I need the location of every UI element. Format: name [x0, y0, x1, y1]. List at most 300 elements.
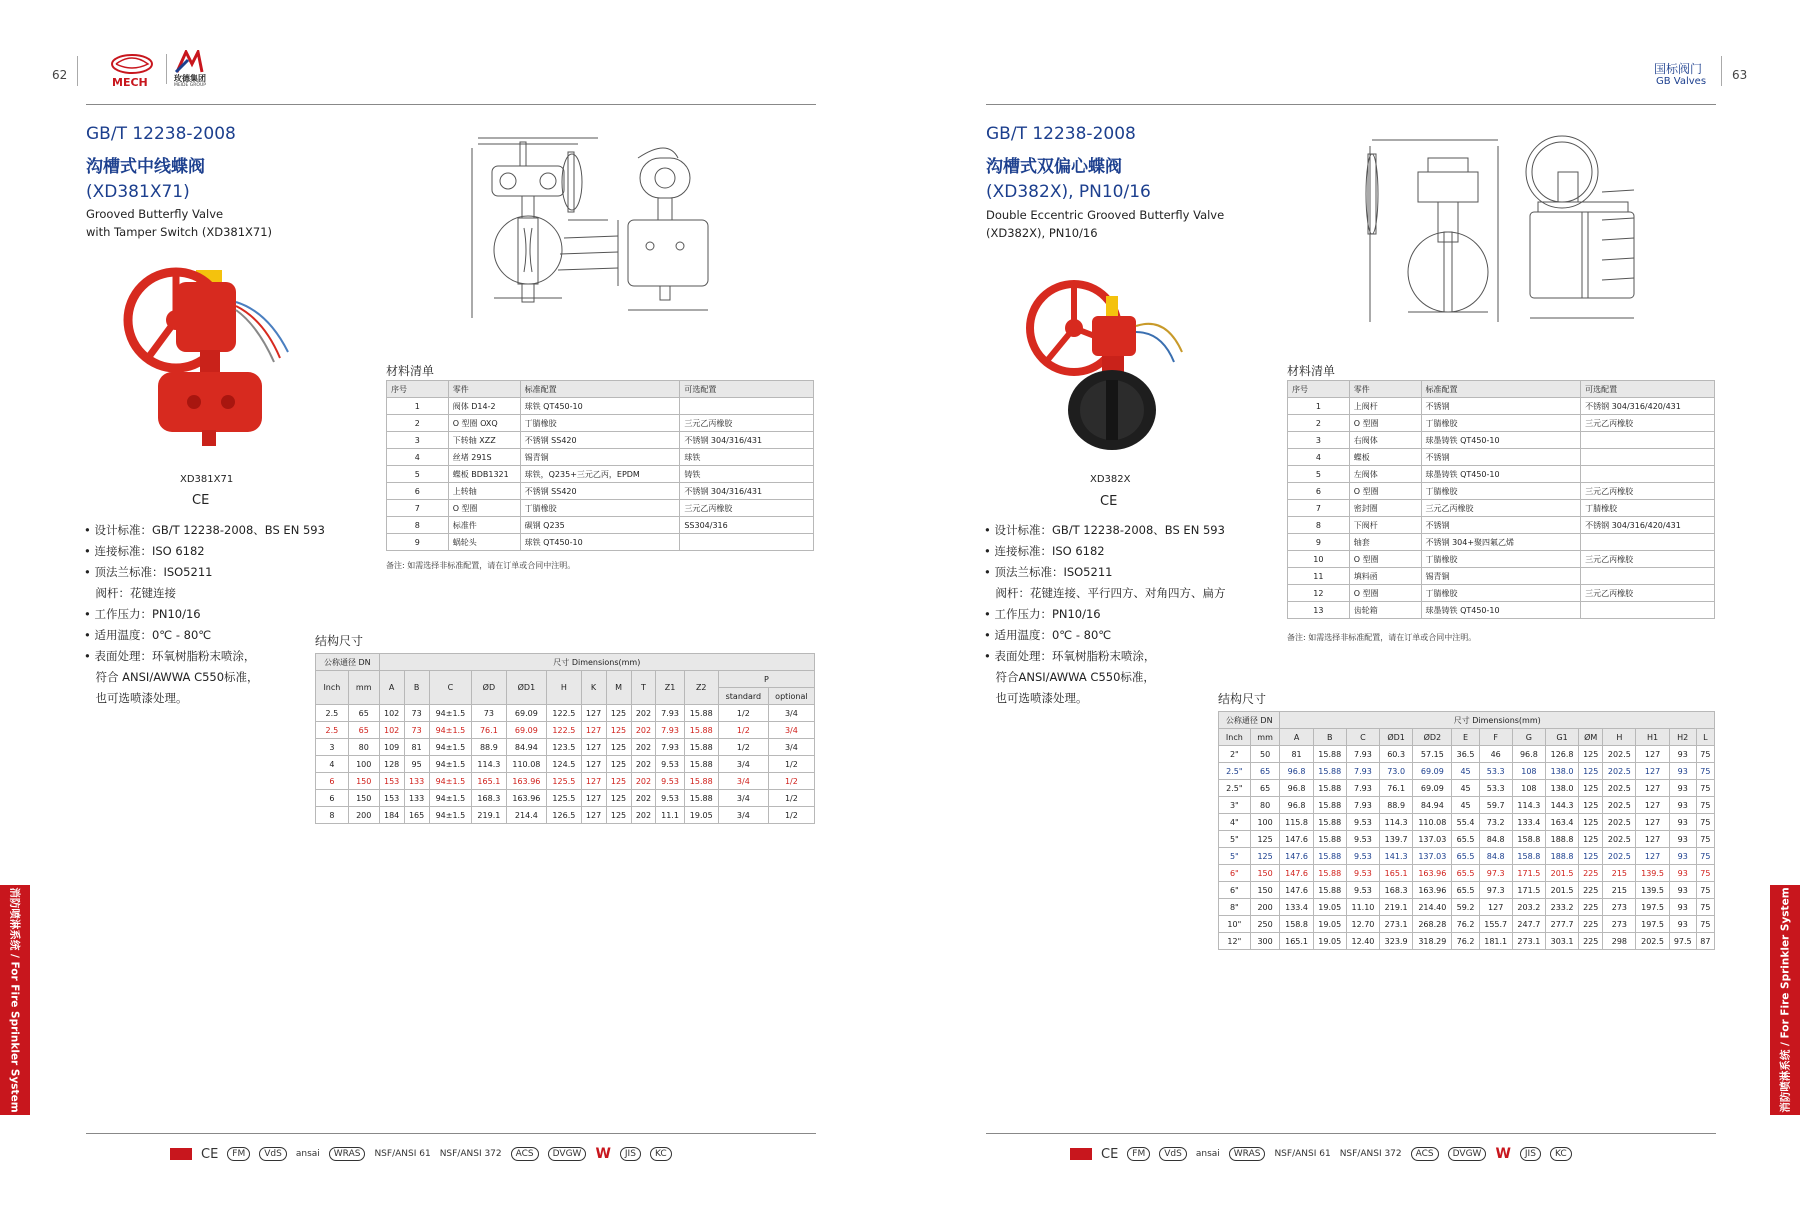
table-cell: 4: [387, 449, 449, 466]
table-cell: 15.88: [1313, 746, 1346, 763]
table-cell: 125: [606, 739, 631, 756]
table-row: [1219, 865, 1715, 882]
valve-photo-xd381x71: [118, 262, 298, 462]
table-cell: 69.09: [506, 722, 547, 739]
table-cell: 19.05: [1313, 916, 1346, 933]
table-cell: 三元乙丙橡胶: [1581, 551, 1715, 568]
table-cell: 15.88: [684, 705, 718, 722]
dimensions-table: [315, 653, 815, 824]
table-cell: 15.88: [1313, 865, 1346, 882]
table-cell: 3/4: [768, 739, 814, 756]
page-number-right: 63: [1732, 68, 1748, 82]
dims-group-size: 尺寸 Dimensions(mm): [379, 654, 814, 671]
table-cell: 76.2: [1452, 933, 1479, 950]
table-row: [1288, 585, 1715, 602]
table-cell: 4: [1288, 449, 1350, 466]
table-cell: 73: [404, 705, 429, 722]
table-cell: 59.7: [1479, 797, 1512, 814]
table-row: [387, 483, 814, 500]
table-cell: 45: [1452, 763, 1479, 780]
table-cell: 3/4: [718, 756, 768, 773]
table-cell: 225: [1579, 865, 1603, 882]
cert-mark: ansai: [295, 1149, 320, 1159]
table-cell: 123.5: [547, 739, 581, 756]
table-cell: 不锈钢: [1421, 449, 1581, 466]
image-caption: XD382X: [1090, 474, 1131, 485]
logo-group-en: MEIDE GROUP: [174, 83, 206, 88]
spec-item: • 表面处理：环氧树脂粉末喷涂，: [984, 649, 1156, 663]
table-cell: 110.08: [1413, 814, 1452, 831]
table-cell: 125: [1579, 848, 1603, 865]
table-cell: 2.5": [1219, 780, 1251, 797]
table-cell: 19.05: [1313, 933, 1346, 950]
dims-header: optional: [768, 688, 814, 705]
table-cell: 上转轴: [448, 483, 520, 500]
table-cell: [1581, 466, 1715, 483]
product-model: (XD381X71): [86, 182, 190, 202]
cert-mark: JIS: [1520, 1147, 1541, 1161]
table-cell: 125: [606, 722, 631, 739]
table-cell: 5: [1288, 466, 1350, 483]
table-cell: 球铁，Q235+三元乙丙，EPDM: [520, 466, 680, 483]
spec-item: • 适用温度：0℃ - 80℃: [84, 628, 212, 642]
table-cell: 203.2: [1512, 899, 1545, 916]
table-cell: 139.7: [1380, 831, 1413, 848]
table-cell: 233.2: [1545, 899, 1578, 916]
table-cell: 108: [1512, 763, 1545, 780]
table-cell: 158.8: [1512, 848, 1545, 865]
table-cell: 三元乙丙橡胶: [680, 500, 814, 517]
table-cell: 2.5: [316, 722, 349, 739]
image-caption: XD381X71: [180, 474, 234, 485]
table-cell: 三元乙丙橡胶: [1581, 585, 1715, 602]
cert-logo-red-icon: [170, 1148, 192, 1160]
table-cell: 7.93: [656, 739, 684, 756]
materials-table: [386, 380, 814, 551]
dims-group-size: 尺寸 Dimensions(mm): [1280, 712, 1715, 729]
materials-header: 零件: [1349, 381, 1421, 398]
table-cell: 147.6: [1280, 831, 1313, 848]
table-row: [1288, 398, 1715, 415]
table-cell: 147.6: [1280, 848, 1313, 865]
table-cell: 168.3: [472, 790, 506, 807]
table-row: [1219, 797, 1715, 814]
table-cell: 115.8: [1280, 814, 1313, 831]
table-cell: 298: [1603, 933, 1636, 950]
table-cell: 96.8: [1512, 746, 1545, 763]
product-name-en-2: with Tamper Switch (XD381X71): [86, 225, 273, 239]
cert-mark: WRAS: [329, 1147, 366, 1161]
table-cell: 9: [387, 534, 449, 551]
table-cell: 4": [1219, 814, 1251, 831]
table-row: [316, 756, 815, 773]
cert-mark: KC: [1550, 1147, 1572, 1161]
dims-header: ØD: [472, 671, 506, 705]
table-cell: 丝堵 291S: [448, 449, 520, 466]
materials-note: 备注: 如需选择非标准配置，请在订单或合同中注明。: [386, 561, 576, 570]
table-cell: 202: [631, 756, 656, 773]
table-cell: 188.8: [1545, 848, 1578, 865]
spec-list: [984, 520, 1284, 709]
table-row: [387, 432, 814, 449]
table-cell: 19.05: [684, 807, 718, 824]
table-cell: 2: [387, 415, 449, 432]
table-cell: 93: [1669, 916, 1696, 933]
table-cell: 碳钢 Q235: [520, 517, 680, 534]
materials-header: 零件: [448, 381, 520, 398]
table-cell: 3/4: [718, 807, 768, 824]
table-cell: 127: [1636, 831, 1669, 848]
table-cell: 75: [1696, 865, 1714, 882]
cert-mark: ACS: [1411, 1147, 1439, 1161]
table-cell: 球铁 QT450-10: [520, 534, 680, 551]
spec-item: 符合 ANSI/AWWA C550标准，: [84, 670, 259, 684]
cert-mark: NSF/ANSI 372: [439, 1149, 502, 1159]
table-cell: O 型圈: [448, 500, 520, 517]
product-name-en-1: Grooved Butterfly Valve: [86, 207, 224, 221]
spec-item: • 设计标准：GB/T 12238-2008、BS EN 593: [984, 523, 1225, 537]
table-cell: 7.93: [656, 705, 684, 722]
cert-mark: FM: [227, 1147, 250, 1161]
table-cell: 7: [387, 500, 449, 517]
table-row: [1219, 933, 1715, 950]
table-cell: 1: [387, 398, 449, 415]
product-name-en-1: Double Eccentric Grooved Butterfly Valve: [986, 208, 1225, 222]
table-cell: 65: [348, 705, 379, 722]
dimensions-table: [1218, 711, 1715, 950]
table-row: [316, 790, 815, 807]
table-cell: 65: [1250, 763, 1280, 780]
table-cell: 202: [631, 790, 656, 807]
table-cell: 108: [1512, 780, 1545, 797]
table-cell: 150: [348, 790, 379, 807]
table-cell: 125: [606, 790, 631, 807]
table-cell: 114.3: [472, 756, 506, 773]
table-cell: 150: [1250, 882, 1280, 899]
table-cell: 15.88: [684, 790, 718, 807]
table-cell: 蝶板: [1349, 449, 1421, 466]
table-cell: 122.5: [547, 722, 581, 739]
table-cell: 318.29: [1413, 933, 1452, 950]
table-cell: 165.1: [472, 773, 506, 790]
ce-mark: CE: [192, 493, 210, 508]
table-cell: [1581, 449, 1715, 466]
cert-strip-left: [170, 1143, 820, 1165]
spec-item: • 表面处理：环氧树脂粉末喷涂，: [84, 649, 256, 663]
dims-header: H: [547, 671, 581, 705]
table-cell: 76.2: [1452, 916, 1479, 933]
spec-item: 阀杆：花键连接: [84, 586, 176, 600]
technical-drawing-xd381x71: [468, 128, 718, 338]
table-cell: 153: [379, 773, 404, 790]
table-cell: 5": [1219, 848, 1251, 865]
table-cell: 6: [316, 790, 349, 807]
table-cell: 93: [1669, 882, 1696, 899]
table-cell: 1/2: [768, 790, 814, 807]
footer-rule-left: [86, 1133, 816, 1134]
table-cell: 93: [1669, 814, 1696, 831]
table-cell: 94±1.5: [429, 739, 472, 756]
table-row: [1288, 415, 1715, 432]
table-cell: 标准件: [448, 517, 520, 534]
table-cell: 12: [1288, 585, 1350, 602]
product-name-cn: 沟槽式中线蝶阀: [86, 157, 205, 177]
dims-header-row: [1219, 729, 1715, 746]
table-row: [1219, 899, 1715, 916]
table-row: [1288, 449, 1715, 466]
table-row: [1288, 483, 1715, 500]
table-cell: 202: [631, 739, 656, 756]
dims-header: M: [606, 671, 631, 705]
table-cell: 93: [1669, 848, 1696, 865]
table-row: [1219, 746, 1715, 763]
cert-strip-right: [1070, 1143, 1720, 1165]
table-cell: 65: [1250, 780, 1280, 797]
side-tab-right: [1770, 885, 1800, 1115]
table-cell: 96.8: [1280, 763, 1313, 780]
table-cell: 202.5: [1603, 848, 1636, 865]
table-row: [387, 517, 814, 534]
dims-header-row-1: [316, 671, 815, 688]
table-cell: 8: [387, 517, 449, 534]
table-row: [316, 705, 815, 722]
table-cell: 左阀体: [1349, 466, 1421, 483]
table-cell: 200: [348, 807, 379, 824]
table-cell: 114.3: [1512, 797, 1545, 814]
table-cell: 133.4: [1280, 899, 1313, 916]
table-cell: 93: [1669, 865, 1696, 882]
table-cell: 65.5: [1452, 865, 1479, 882]
table-cell: O 型圈 OXQ: [448, 415, 520, 432]
dims-group-dn: 公称通径 DN: [1219, 712, 1280, 729]
spec-item: • 适用温度：0℃ - 80℃: [984, 628, 1112, 642]
table-cell: 84.94: [1413, 797, 1452, 814]
dims-header: H1: [1636, 729, 1669, 746]
table-cell: 225: [1579, 933, 1603, 950]
spec-item: 也可选喷漆处理。: [84, 691, 188, 705]
materials-label: 材料清单: [1287, 364, 1336, 378]
table-cell: 158.8: [1512, 831, 1545, 848]
table-cell: 76.1: [1380, 780, 1413, 797]
table-cell: 93: [1669, 831, 1696, 848]
table-cell: 15.88: [1313, 848, 1346, 865]
table-cell: 三元乙丙橡胶: [1581, 483, 1715, 500]
table-cell: 蝶板 BDB1321: [448, 466, 520, 483]
table-cell: 122.5: [547, 705, 581, 722]
table-cell: 184: [379, 807, 404, 824]
table-cell: 165.1: [1280, 933, 1313, 950]
cert-mark: KC: [650, 1147, 672, 1161]
table-cell: 133: [404, 790, 429, 807]
table-cell: 127: [581, 790, 606, 807]
table-cell: 不锈钢 304/316/431: [680, 483, 814, 500]
table-cell: 15.88: [684, 739, 718, 756]
product-name-cn: 沟槽式双偏心蝶阀: [986, 157, 1122, 177]
dims-header: ØD2: [1413, 729, 1452, 746]
spec-item: • 顶法兰标准：ISO5211: [84, 565, 213, 579]
cert-mark: ansai: [1195, 1149, 1220, 1159]
table-cell: 150: [348, 773, 379, 790]
table-cell: 4: [316, 756, 349, 773]
table-cell: 125: [1579, 797, 1603, 814]
cert-mark: CE: [201, 1146, 219, 1162]
table-cell: 不锈钢 SS420: [520, 483, 680, 500]
table-cell: 2.5: [316, 705, 349, 722]
dims-header: Z1: [656, 671, 684, 705]
cert-mark: ACS: [511, 1147, 539, 1161]
table-row: [387, 415, 814, 432]
table-cell: 7: [1288, 500, 1350, 517]
table-cell: 75: [1696, 814, 1714, 831]
table-cell: 1/2: [718, 705, 768, 722]
table-cell: 15.88: [684, 773, 718, 790]
table-row: [1219, 763, 1715, 780]
table-cell: 不锈钢 SS420: [520, 432, 680, 449]
table-row: [1288, 551, 1715, 568]
table-cell: 202.5: [1603, 763, 1636, 780]
table-cell: 69.09: [1413, 763, 1452, 780]
table-row: [387, 500, 814, 517]
table-cell: 2.5": [1219, 763, 1251, 780]
table-cell: 3": [1219, 797, 1251, 814]
cert-logo-red-icon: [1070, 1148, 1092, 1160]
table-cell: 125: [1250, 848, 1280, 865]
table-cell: 138.0: [1545, 780, 1578, 797]
table-cell: 轴套: [1349, 534, 1421, 551]
table-cell: 126.8: [1545, 746, 1578, 763]
cert-mark: JIS: [620, 1147, 641, 1161]
spec-item: • 工作压力：PN10/16: [84, 607, 201, 621]
table-cell: 3/4: [718, 790, 768, 807]
table-cell: 9.53: [656, 773, 684, 790]
table-cell: 147.6: [1280, 865, 1313, 882]
table-row: [1219, 848, 1715, 865]
table-cell: O 型圈: [1349, 551, 1421, 568]
table-cell: 93: [1669, 899, 1696, 916]
table-cell: 158.8: [1280, 916, 1313, 933]
dims-header: E: [1452, 729, 1479, 746]
table-cell: 69.09: [506, 705, 547, 722]
table-cell: 12.70: [1346, 916, 1379, 933]
materials-table: [1287, 380, 1715, 619]
table-cell: 15.88: [1313, 882, 1346, 899]
table-cell: 139.5: [1636, 865, 1669, 882]
table-cell: 163.96: [1413, 882, 1452, 899]
table-cell: 181.1: [1479, 933, 1512, 950]
product-model: (XD382X), PN10/16: [986, 182, 1151, 202]
table-cell: 不锈钢: [1421, 517, 1581, 534]
table-cell: 45: [1452, 797, 1479, 814]
table-cell: 55.4: [1452, 814, 1479, 831]
table-cell: 75: [1696, 899, 1714, 916]
table-cell: 215: [1603, 882, 1636, 899]
table-cell: 9.53: [1346, 814, 1379, 831]
spec-item: 阀杆：花键连接、平行四方、对角四方、扁方: [984, 586, 1226, 600]
materials-header: 标准配置: [1421, 381, 1581, 398]
table-cell: 88.9: [1380, 797, 1413, 814]
table-cell: 9: [1288, 534, 1350, 551]
table-cell: 273: [1603, 916, 1636, 933]
table-cell: 97.3: [1479, 865, 1512, 882]
spec-item: 符合ANSI/AWWA C550标准，: [984, 670, 1155, 684]
table-cell: 110.08: [506, 756, 547, 773]
table-cell: O 型圈: [1349, 415, 1421, 432]
table-cell: 127: [581, 773, 606, 790]
table-cell: 94±1.5: [429, 807, 472, 824]
table-cell: 不锈钢: [1421, 398, 1581, 415]
table-cell: 阀体 D14-2: [448, 398, 520, 415]
table-cell: 6": [1219, 865, 1251, 882]
table-cell: 125: [606, 773, 631, 790]
divider: [1721, 56, 1722, 86]
dims-label: 结构尺寸: [1218, 692, 1267, 706]
ce-mark: CE: [1100, 494, 1118, 509]
table-cell: 不锈钢 304/316/420/431: [1581, 398, 1715, 415]
table-cell: 171.5: [1512, 882, 1545, 899]
table-cell: 124.5: [547, 756, 581, 773]
dims-header: G1: [1545, 729, 1578, 746]
table-row: [1288, 500, 1715, 517]
table-cell: 197.5: [1636, 916, 1669, 933]
table-cell: 144.3: [1545, 797, 1578, 814]
table-cell: 150: [1250, 865, 1280, 882]
spec-item: • 连接标准：ISO 6182: [84, 544, 205, 558]
spec-item: • 设计标准：GB/T 12238-2008、BS EN 593: [84, 523, 325, 537]
table-cell: 9.53: [1346, 865, 1379, 882]
table-cell: 46: [1479, 746, 1512, 763]
dims-header: ØD1: [1380, 729, 1413, 746]
table-cell: 96.8: [1280, 797, 1313, 814]
table-cell: 202.5: [1603, 746, 1636, 763]
side-tab-text: 消防喷淋系统 / For Fire Sprinkler System: [1779, 887, 1792, 1113]
table-cell: 3: [316, 739, 349, 756]
table-cell: 323.9: [1380, 933, 1413, 950]
table-cell: 球墨铸铁 QT450-10: [1421, 466, 1581, 483]
spec-item: • 顶法兰标准：ISO5211: [984, 565, 1113, 579]
table-cell: 94±1.5: [429, 790, 472, 807]
table-cell: 125.5: [547, 773, 581, 790]
table-cell: 1/2: [768, 756, 814, 773]
table-row: [1219, 780, 1715, 797]
table-row: [316, 739, 815, 756]
table-cell: 12": [1219, 933, 1251, 950]
table-cell: 197.5: [1636, 899, 1669, 916]
table-cell: 84.8: [1479, 848, 1512, 865]
table-cell: 1: [1288, 398, 1350, 415]
materials-header-row: [387, 381, 814, 398]
table-cell: 188.8: [1545, 831, 1578, 848]
table-cell: 不锈钢 304/316/431: [680, 432, 814, 449]
table-cell: 127: [1636, 780, 1669, 797]
table-cell: 125: [1579, 780, 1603, 797]
table-cell: 127: [1479, 899, 1512, 916]
table-cell: 59.2: [1452, 899, 1479, 916]
table-cell: 球墨铸铁 QT450-10: [1421, 432, 1581, 449]
table-row: [387, 449, 814, 466]
table-cell: 202: [631, 773, 656, 790]
table-cell: 15.88: [1313, 814, 1346, 831]
table-cell: 3/4: [718, 773, 768, 790]
table-cell: 11.10: [1346, 899, 1379, 916]
table-cell: 13: [1288, 602, 1350, 619]
table-cell: 75: [1696, 780, 1714, 797]
table-cell: 三元乙丙橡胶: [680, 415, 814, 432]
table-row: [1288, 466, 1715, 483]
table-cell: 127: [1636, 814, 1669, 831]
table-cell: 丁腈橡胶: [1581, 500, 1715, 517]
table-cell: 171.5: [1512, 865, 1545, 882]
divider: [77, 56, 78, 86]
